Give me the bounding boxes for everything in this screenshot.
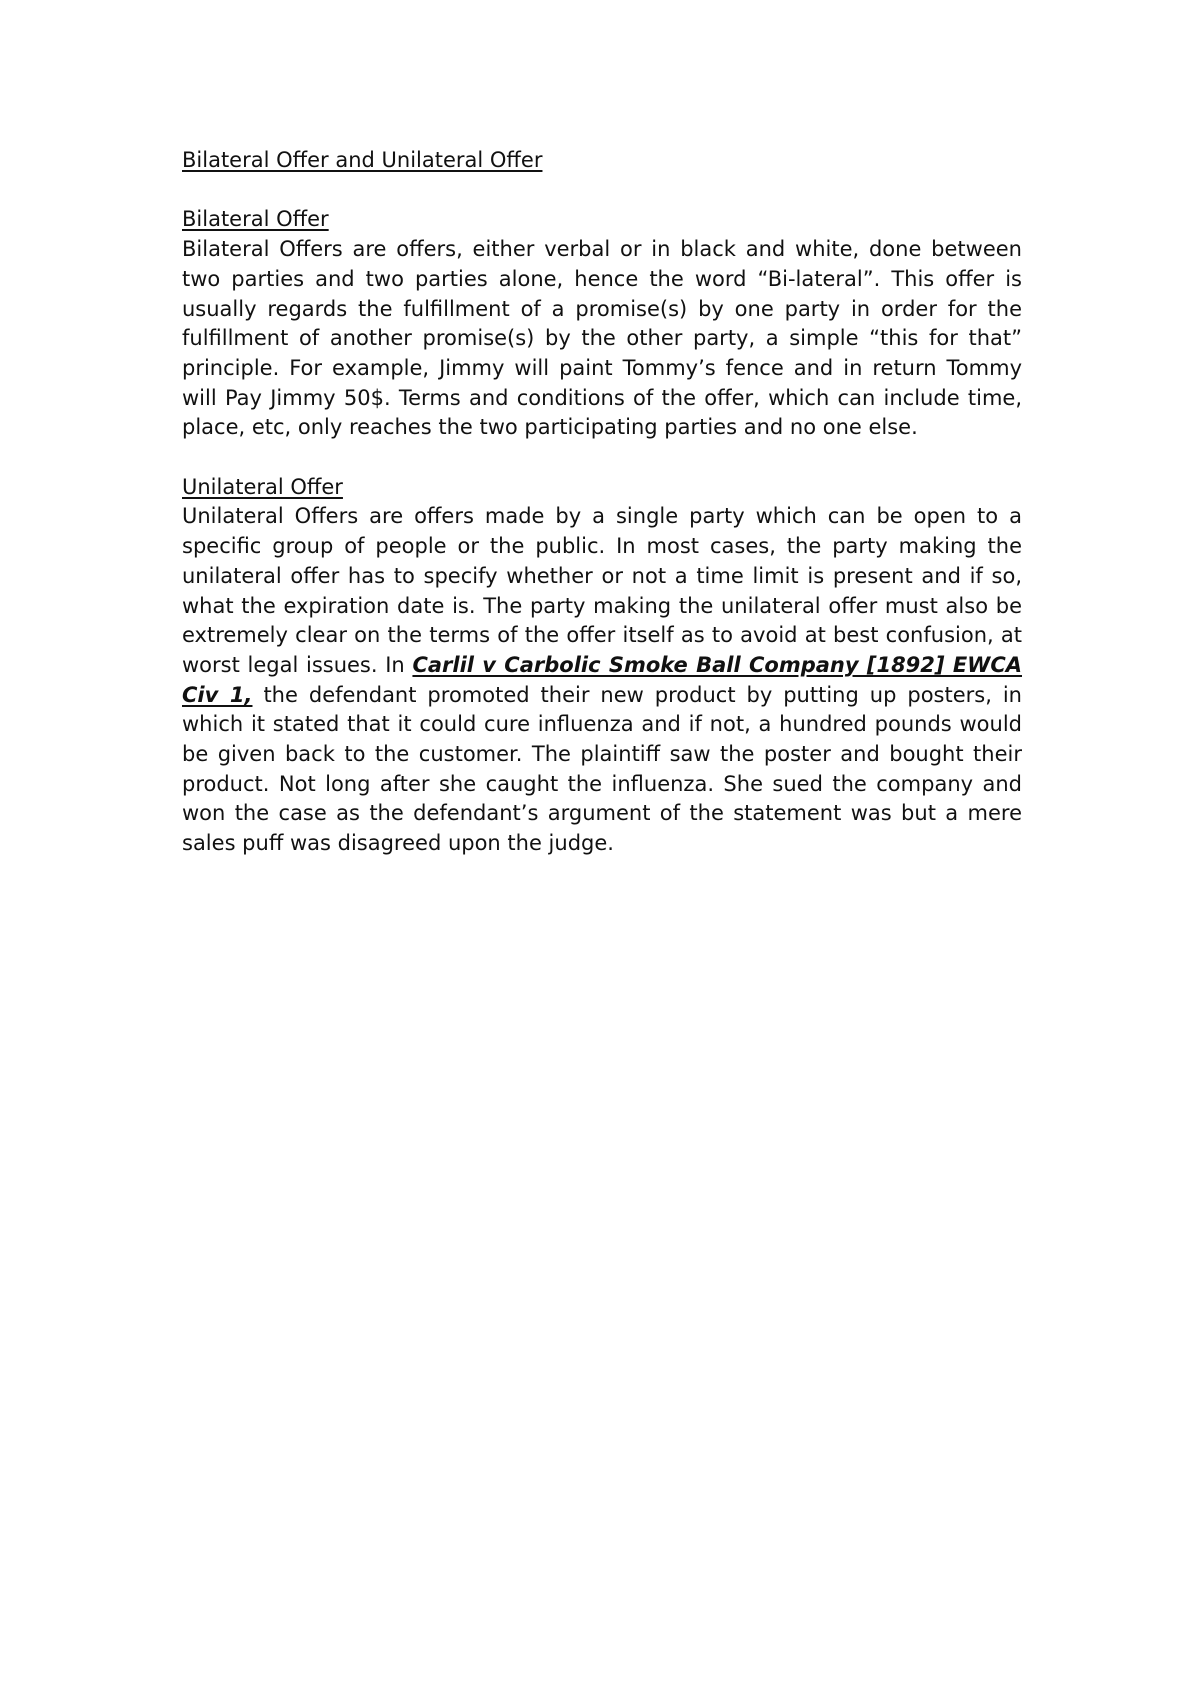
unilateral-text-before-case: Unilateral Offers are offers made by a single party which can be open to a specific group of people or the public. In most cases, the party making the unilateral offer has to specify whether or not a time limit is present and if so, what the expiration date is. The party making the unilateral offer must also be extremely clear on the terms of the offer itself as to avoid at best confusion, at worst legal issues. In — [182, 504, 1022, 677]
bilateral-offer-paragraph: Bilateral Offers are offers, either verbal or in black and white, done between two parties and two parties alone, hence the word “Bi-lateral”. This offer is usually regards the fulfillment of a promise(s) by one party in order for the fulfillment of another promise(s) by the other party, a simple “this for that” principle. For example, Jimmy will paint Tommy’s fence and in return Tommy will Pay Jimmy 50$. Terms and conditions of the offer, which can include time, place, etc, only reaches the two participating parties and no one else. — [182, 237, 1022, 440]
unilateral-text-after-case: the defendant promoted their new product by putting up posters, in which it stated that it could cure influenza and if not, a hundred pounds would be given back to the customer. The plaintiff saw the poster and bought their product. Not long after she caught the influenza. She sued the company and won the case as the defendant’s argument of the statement was but a mere sales puff was disagreed upon the judge. — [182, 682, 1022, 856]
blank-line — [182, 443, 1022, 473]
unilateral-offer-heading: Unilateral Offer — [182, 474, 343, 499]
unilateral-offer-paragraph — [182, 502, 1022, 858]
case-reference: Carlil v Carbolic Smoke Ball Company [1892] EWCA Civ 1, — [182, 652, 1022, 707]
blank-line — [182, 176, 1022, 206]
document-title: Bilateral Offer and Unilateral Offer — [182, 148, 543, 172]
document-body — [182, 146, 1022, 859]
bilateral-offer-heading: Bilateral Offer — [182, 207, 329, 232]
